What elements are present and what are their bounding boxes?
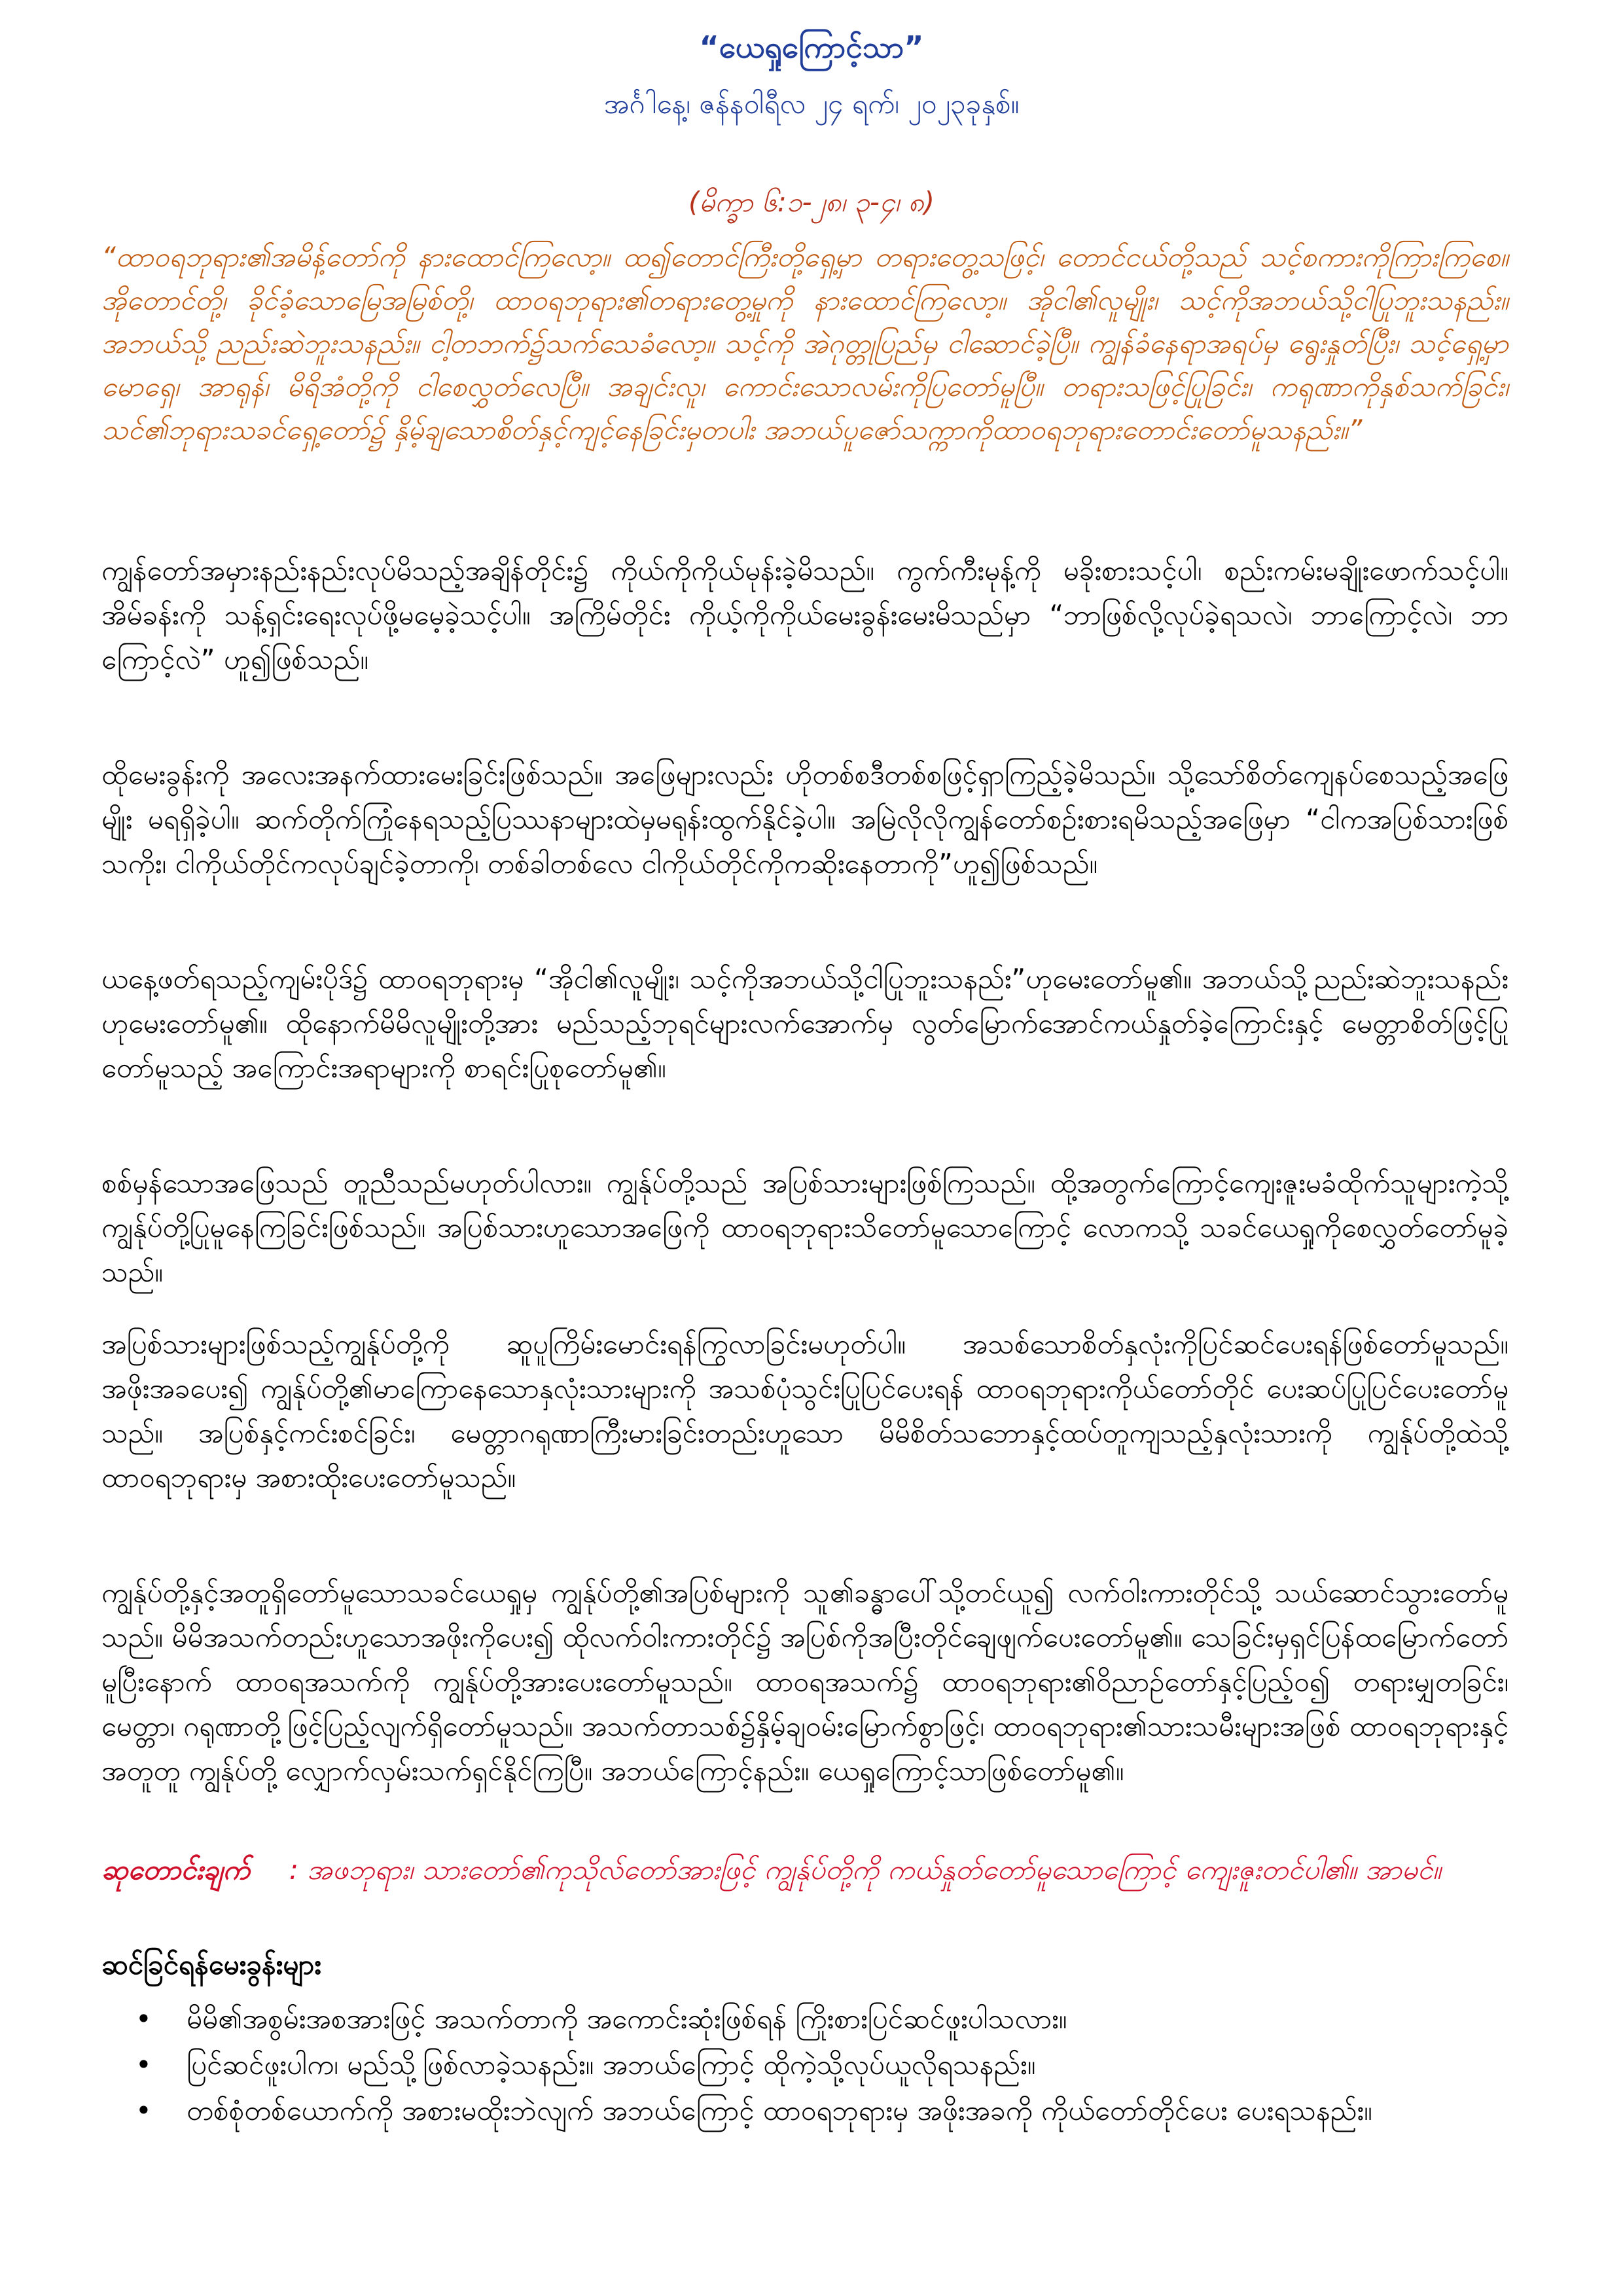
bullet-icon: • bbox=[135, 2003, 152, 2035]
body-paragraph-2: ထိုမေးခွန်းကို အလေးအနက်ထားမေးခြင်းဖြစ်သည်။ အဖြေများလည်း ဟိုတစ်စဒီတစ်စဖြင့်ရှာကြည့်ခဲ့မိသည်။ သို့သော်စိတ်ကျေနပ်စေသည့်အဖြေမျိုး မရရှိခဲ့ပါ။ ဆက်တိုက်ကြုံနေရသည့်ပြဿနာများထဲမှမရုန်းထွက်နိုင်ခဲ့ပါ။ အမြဲလိုလိုကျွန်တော်စဉ်းစားရမိသည့်အဖြေမှာ “ငါကအပြစ်သားဖြစ်သကိုး၊ ငါကိုယ်တိုင်ကလုပ်ချင်ခဲ့တာကို၊ တစ်ခါတစ်လေ ငါကိုယ်တိုင်ကိုကဆိုးနေတာကို”ဟူ၍ဖြစ်သည်။ bbox=[101, 759, 1508, 880]
list-item bbox=[101, 2088, 1508, 2134]
body-paragraph-5: အပြစ်သားများဖြစ်သည့်ကျွန်ုပ်တို့ကို ဆူပူကြိမ်းမောင်းရန်ကြွလာခြင်းမဟုတ်ပါ။ အသစ်သောစိတ်နှလုံးကိုပြင်ဆင်ပေးရန်ဖြစ်တော်မူသည်။ အဖိုးအခပေး၍ ကျွန်ုပ်တို့၏မာကြောနေသောနှလုံးသားများကို အသစ်ပုံသွင်းပြုပြင်ပေးရန် ထာဝရဘုရားကိုယ်တော်တိုင် ပေးဆပ်ပြုပြင်ပေးတော်မူသည်။ အပြစ်နှင့်ကင်းစင်ခြင်း၊ မေတ္တာဂရုဏာကြီးမားခြင်းတည်းဟူသော မိမိစိတ်သဘောနှင့်ထပ်တူကျသည့်နှလုံးသားကို ကျွန်ုပ်တို့ထဲသို့ ထာဝရဘုရားမှ အစားထိုးပေးတော်မူသည်။ bbox=[101, 1328, 1508, 1494]
scripture-reference: (မိက္ခာ ၆:၁-၂၈၊ ၃-၄၊ ၈) bbox=[688, 186, 935, 218]
body-paragraph-6: ကျွန်ုပ်တို့နှင့်အတူရှိတော်မူသောသခင်ယေရှုမှ ကျွန်ုပ်တို့၏အပြစ်များကို သူ၏ခန္ဓာပေါ်သို့တင်ယူ၍ လက်ဝါးကားတိုင်သို့ သယ်ဆောင်သွားတော်မူသည်။ မိမိအသက်တည်းဟူသောအဖိုးကိုပေး၍ ထိုလက်ဝါးကားတိုင်၌ အပြစ်ကိုအပြီးတိုင်ချေဖျက်ပေးတော်မူ၏။ သေခြင်းမှရှင်ပြန်ထမြောက်တော်မူပြီးနောက် ထာဝရအသက်ကို ကျွန်ုပ်တို့အားပေးတော်မူသည်။ ထာဝရအသက်၌ ထာဝရဘုရား၏ဝိညာဉ်တော်နှင့်ပြည့်ဝ၍ တရားမျှတခြင်း၊ မေတ္တာ၊ ဂရုဏာတို့ဖြင့်ပြည့်လျက်ရှိတော်မူသည်။ အသက်တာသစ်၌နှိမ့်ချဝမ်းမြောက်စွာဖြင့်၊ ထာဝရဘုရား၏သားသမီးများအဖြစ် ထာဝရဘုရားနှင့်အတူတူ ကျွန်ုပ်တို့ လျှောက်လှမ်းသက်ရှင်နိုင်ကြပြီ။ အဘယ်ကြောင့်နည်း။ ယေရှုကြောင့်သာဖြစ်တော်မူ၏။ bbox=[101, 1577, 1508, 1787]
scripture-text: “ထာဝရဘုရား၏အမိန့်တော်ကို နားထောင်ကြလော့။ ထ၍တောင်ကြီးတို့ရှေ့မှာ တရားတွေ့သဖြင့်၊ တောင်ငယ်တို့သည် သင့်စကားကိုကြားကြစေ။ အိုတောင်တို့၊ ခိုင်ခံ့သောမြေအမြစ်တို့၊ ထာဝရဘုရား၏တရားတွေ့မှုကို နားထောင်ကြလော့။ အိုငါ၏လူမျိုး၊ သင့်ကိုအဘယ်သို့ငါပြုဘူးသနည်း။ အဘယ်သို့ ညည်းဆဲဘူးသနည်း။ ငါ့တဘက်၌သက်သေခံလော့။ သင့်ကို အဲဂုတ္တုပြည်မှ ငါဆောင်ခဲ့ပြီ။ ကျွန်ခံနေရာအရပ်မှ ရွေးနှုတ်ပြီး၊ သင့်ရှေ့မှာ မောရှေ၊ အာရုန်၊ မိရိအံတို့ကို ငါစေလွှတ်လေပြီ။ အချင်းလူ၊ ကောင်းသောလမ်းကိုပြတော်မူပြီ။ တရားသဖြင့်ပြုခြင်း၊ ကရုဏာကိုနှစ်သက်ခြင်း၊ သင်၏ဘုရားသခင်ရှေ့တော်၌ နှိမ့်ချသောစိတ်နှင့်ကျင့်နေခြင်းမှတပါး အဘယ်ပူဇော်သက္ကာကိုထာဝရဘုရားတောင်းတော်မူသနည်း။” bbox=[101, 241, 1508, 446]
page-date: အင်္ဂါနေ့၊ ဇန်နဝါရီလ ၂၄ ရက်၊ ၂၀၂၃ခုနှစ်။ bbox=[603, 88, 1020, 120]
prayer-label: ဆုတောင်းချက် bbox=[101, 1854, 250, 1886]
list-item bbox=[101, 1996, 1508, 2042]
question-text: ပြင်ဆင်ဖူးပါက၊ မည်သို့ဖြစ်လာခဲ့သနည်း။ အဘယ်ကြောင့် ထိုကဲ့သို့လုပ်ယူလိုရသနည်း။ bbox=[187, 2049, 1036, 2081]
list-item bbox=[101, 2042, 1508, 2088]
bullet-icon: • bbox=[135, 2094, 152, 2126]
reflection-questions-list bbox=[101, 1996, 1508, 2134]
prayer-text: : အဖဘုရား၊ သားတော်၏ကုသိုလ်တော်အားဖြင့် ကျွန်ုပ်တို့ကို ကယ်နှုတ်တော်မူသောကြောင့် ကျေးဇူးတင်ပါ၏။ အာမင်။ bbox=[289, 1854, 1442, 1886]
body-paragraph-3: ယနေ့ဖတ်ရသည့်ကျမ်းပိုဒ်၌ ထာဝရဘုရားမှ “အိုငါ၏လူမျိုး၊ သင့်ကိုအဘယ်သို့ငါပြုဘူးသနည်း”ဟုမေးတော်မူ၏။ အဘယ်သို့ညည်းဆဲဘူးသနည်းဟုမေးတော်မူ၏။ ထိုနောက်မိမိလူမျိုးတို့အား မည်သည့်ဘုရင်များလက်အောက်မှ လွတ်မြောက်အောင်ကယ်နှုတ်ခဲ့ကြောင်းနှင့် မေတ္တာစိတ်ဖြင့်ပြုတော်မူသည့် အကြောင်းအရာများကို စာရင်းပြုစုတော်မူ၏။ bbox=[101, 963, 1508, 1084]
body-paragraph-4: စစ်မှန်သောအဖြေသည် တူညီသည်မဟုတ်ပါလား။ ကျွန်ုပ်တို့သည် အပြစ်သားများဖြစ်ကြသည်။ ထို့အတွက်ကြောင့်ကျေးဇူးမခံထိုက်သူများကဲ့သို့ ကျွန်ုပ်တို့ပြုမူနေကြခြင်းဖြစ်သည်။ အပြစ်သားဟူသောအဖြေကို ထာဝရဘုရားသိတော်မူသောကြောင့် လောကသို့ သခင်ယေရှုကိုစေလွှတ်တော်မူခဲ့သည်။ bbox=[101, 1167, 1508, 1288]
question-text: တစ်စုံတစ်ယောက်ကို အစားမထိုးဘဲလျက် အဘယ်ကြောင့် ထာဝရဘုရားမှ အဖိုးအခကို ကိုယ်တော်တိုင်ပေး ပေးရသနည်း။ bbox=[187, 2094, 1372, 2126]
question-text: မိမိ၏အစွမ်းအစအားဖြင့် အသက်တာကို အကောင်းဆုံးဖြစ်ရန် ကြိုးစားပြင်ဆင်ဖူးပါသလား။ bbox=[187, 2003, 1067, 2035]
bullet-icon: • bbox=[135, 2049, 152, 2081]
body-paragraph-1: ကျွန်တော်အမှားနည်းနည်းလုပ်မိသည့်အချိန်တိုင်း၌ ကိုယ်ကိုကိုယ်မုန်းခဲ့မိသည်။ ကွက်ကီးမုန့်ကို မခိုးစားသင့်ပါ၊ စည်းကမ်းမချိုးဖောက်သင့်ပါ။ အိမ်ခန်းကို သန့်ရှင်းရေးလုပ်ဖို့မမေ့ခဲ့သင့်ပါ။ အကြိမ်တိုင်း ကိုယ့်ကိုကိုယ်မေးခွန်းမေးမိသည်မှာ “ဘာဖြစ်လို့လုပ်ခဲ့ရသလဲ၊ ဘာကြောင့်လဲ၊ ဘာကြောင့်လဲ” ဟူ၍ဖြစ်သည်။ bbox=[101, 554, 1508, 675]
page-title: “ယေရှုကြောင့်သာ” bbox=[699, 29, 924, 65]
prayer bbox=[101, 1848, 1508, 1892]
reflection-questions-heading: ဆင်ခြင်ရန်မေးခွန်းများ bbox=[101, 1948, 321, 1981]
